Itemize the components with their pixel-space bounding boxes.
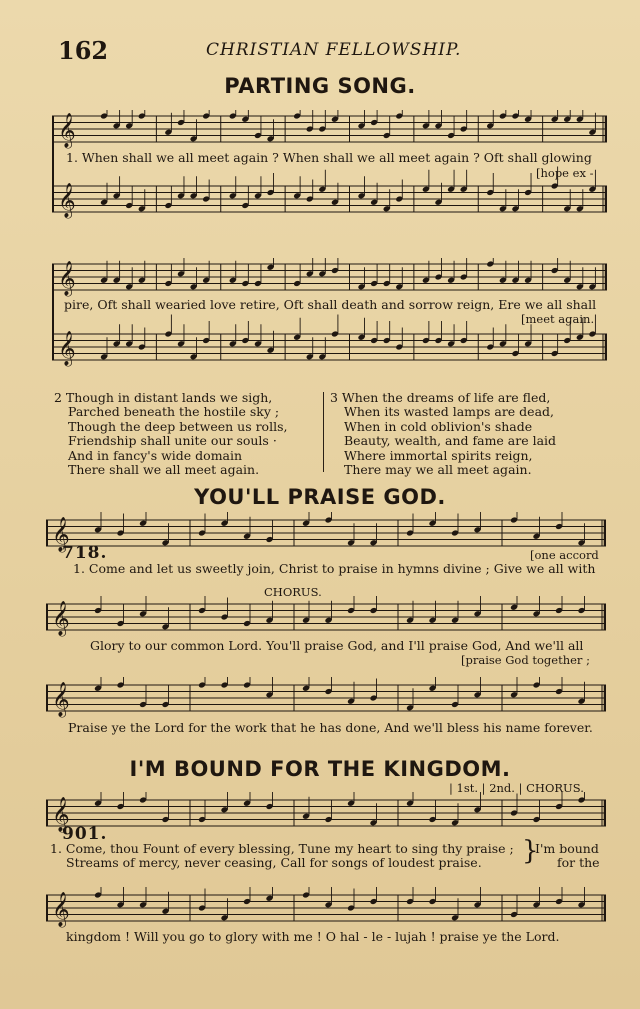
svg-text:𝄞: 𝄞	[52, 797, 70, 832]
svg-text:𝄞: 𝄞	[52, 682, 70, 717]
running-title: CHRISTIAN FELLOWSHIP.	[206, 40, 462, 60]
svg-text:𝄞: 𝄞	[58, 183, 76, 218]
lyric-line: 1. When shall we all meet again ? When shall we all meet again ? Oft shall glowing	[66, 150, 592, 165]
verse-divider	[323, 392, 324, 472]
lyric-line: Glory to our common Lord. You'll praise God, and I'll praise God, And we'll all	[90, 638, 584, 653]
lyric-continuation: [meet again.	[521, 312, 595, 326]
music-staff-single	[46, 512, 606, 554]
lyric-line: Praise ye the Lord for the work that he has done, And we'll bless his name forever.	[68, 720, 593, 735]
lyric-continuation: [one accord	[530, 548, 599, 562]
lyric-line: pire, Oft shall wearied love retire, Oft shall death and sorrow reign, Ere we all shall	[64, 297, 597, 312]
lyric-side-text: I'm bound	[535, 841, 599, 856]
lyric-side-text: for the	[557, 855, 600, 870]
lyric-line: Streams of mercy, never ceasing, Call for songs of loudest praise.	[66, 855, 482, 870]
brace: }	[522, 836, 539, 866]
music-staff-single	[46, 887, 606, 929]
page-number: 162	[58, 36, 109, 65]
music-staff-single	[46, 596, 606, 638]
tune-number: 901.	[62, 824, 108, 844]
ending-marks: | 1st. | 2nd. | CHORUS.	[449, 781, 584, 795]
music-staff-single	[46, 677, 606, 719]
svg-text:𝄞: 𝄞	[58, 261, 76, 296]
lyric-line: kingdom ! Will you go to glory with me ! O hal - le - lujah ! praise ye the Lord.	[66, 929, 560, 944]
song-title-parting-song: PARTING SONG.	[224, 74, 416, 98]
svg-text:𝄞: 𝄞	[58, 331, 76, 366]
verse-3: 3 When the dreams of life are fled, When its wasted lamps are dead, When in cold oblivion's shade Beauty, wealth, and fame are laid Where immortal spirits reign, There may we all meet again.	[330, 390, 557, 478]
lyric-continuation: [praise God together ;	[461, 653, 590, 667]
lyric-continuation: [hope ex -	[536, 166, 594, 180]
verse-2: 2 Though in distant lands we sigh, Parched beneath the hostile sky ; Though the deep between us rolls, Friendship shall unite our souls · And in fancy's wide domain There shall we all meet again.	[54, 390, 288, 478]
song-title-youll-praise-god: YOU'LL PRAISE GOD.	[194, 485, 446, 509]
svg-text:𝄞: 𝄞	[52, 892, 70, 927]
chorus-label: CHORUS.	[264, 585, 322, 599]
svg-text:𝄞: 𝄞	[52, 517, 70, 552]
music-staff-system	[52, 110, 607, 230]
lyric-line: 1. Come, thou Fount of every blessing, Tune my heart to sing thy praise ;	[50, 841, 514, 856]
song-title-bound-for-kingdom: I'M BOUND FOR THE KINGDOM.	[129, 757, 511, 781]
svg-text:𝄞: 𝄞	[58, 113, 76, 148]
svg-text:𝄞: 𝄞	[52, 601, 70, 636]
tune-number: 718.	[62, 543, 108, 563]
music-staff-single	[46, 792, 606, 834]
lyric-line: 1. Come and let us sweetly join, Christ to praise in hymns divine ; Give we all with	[73, 561, 596, 576]
